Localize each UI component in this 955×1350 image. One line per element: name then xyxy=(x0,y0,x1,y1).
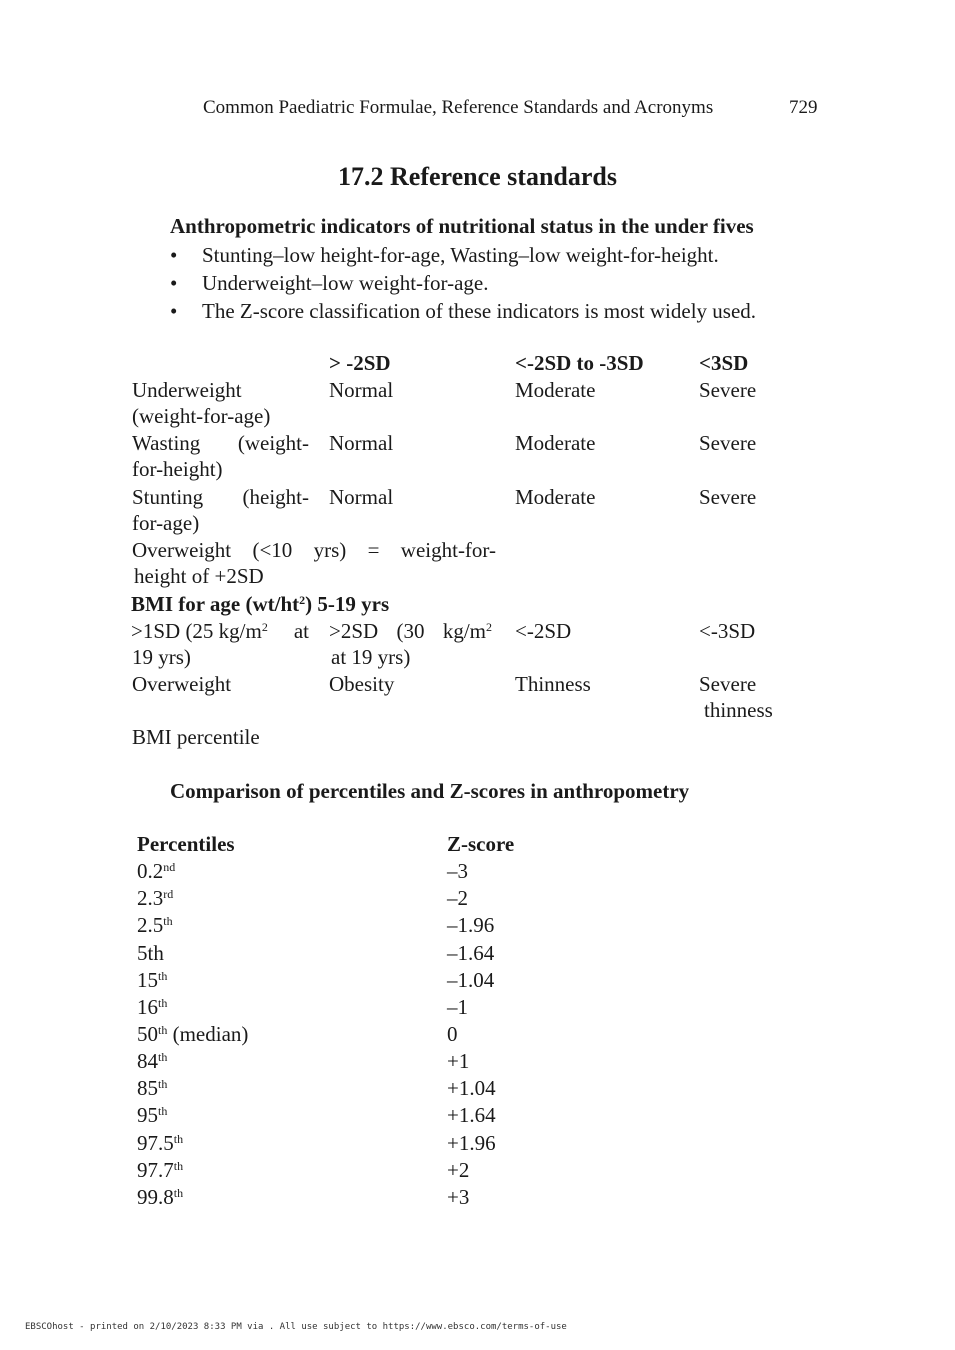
row-label-underweight-cont: (weight-for-age) xyxy=(132,404,271,428)
row-label-underweight: Underweight xyxy=(132,378,242,402)
zscore-cell: –1 xyxy=(447,995,468,1019)
percentile-cell: 99.8th xyxy=(137,1185,184,1209)
cell-underweight-severe: Severe xyxy=(699,378,757,402)
cell-underweight-normal: Normal xyxy=(329,378,394,402)
indicator-bullet-list xyxy=(170,241,756,325)
cell-wasting-normal: Normal xyxy=(329,431,394,455)
zscore-cell: +2 xyxy=(447,1158,470,1182)
zscore-cell: –1.04 xyxy=(447,968,495,992)
cell-stunting-moderate: Moderate xyxy=(515,485,596,509)
zscore-cell: +1 xyxy=(447,1049,470,1073)
overweight-note-cont: height of +2SD xyxy=(134,564,264,588)
comparison-heading: Comparison of percentiles and Z-scores in anthropometry xyxy=(170,779,690,803)
bmi-class-obesity: Obesity xyxy=(329,672,395,696)
percentile-cell: 97.5th xyxy=(137,1131,184,1155)
cell-stunting-severe: Severe xyxy=(699,485,757,509)
zscore-cell: +1.96 xyxy=(447,1131,496,1155)
bmi-overweight-threshold-cont: 19 yrs) xyxy=(132,645,191,669)
zscore-cell: –3 xyxy=(447,859,468,883)
bmi-percentile-label: BMI percentile xyxy=(132,725,260,749)
row-label-stunting: Stunting (height- xyxy=(132,485,309,509)
percentile-cell: 85th xyxy=(137,1076,168,1100)
cell-underweight-moderate: Moderate xyxy=(515,378,596,402)
bmi-class-overweight: Overweight xyxy=(132,672,232,696)
bullet-item: • Underweight–low weight-for-age. xyxy=(170,271,489,295)
percentile-cell: 50th (median) xyxy=(137,1022,249,1046)
zscore-cell: +1.04 xyxy=(447,1076,496,1100)
cell-stunting-normal: Normal xyxy=(329,485,394,509)
percentile-cell: 2.5th xyxy=(137,913,173,937)
bullet-icon: • xyxy=(170,299,178,323)
col-header-moderate: <-2SD to -3SD xyxy=(515,351,644,375)
percentile-cell: 84th xyxy=(137,1049,168,1073)
percentile-cell: 5th xyxy=(137,941,164,965)
bmi-class-severe-thinness-cont: thinness xyxy=(704,698,773,722)
bmi-class-thinness: Thinness xyxy=(515,672,591,696)
row-label-wasting-cont: for-height) xyxy=(132,457,223,481)
section-title: 17.2 Reference standards xyxy=(338,162,617,191)
zscore-cell: +1.64 xyxy=(447,1103,496,1127)
percentile-cell: 16th xyxy=(137,995,168,1019)
zscore-cell: –1.96 xyxy=(447,913,495,937)
bullet-item: • The Z-score classification of these indicators is most widely used. xyxy=(170,299,757,323)
ebscohost-footer: EBSCOhost - printed on 2/10/2023 8:33 PM via . All use subject to https://www.ebsco.com/terms-of-use xyxy=(25,1322,567,1332)
percentile-cell: 95th xyxy=(137,1103,168,1127)
col-header-zscore: Z-score xyxy=(447,832,515,856)
bmi-severe-thinness-threshold: <-3SD xyxy=(699,619,756,643)
row-label-wasting: Wasting (weight- xyxy=(132,431,309,455)
percentile-cell: 97.7th xyxy=(137,1158,184,1182)
running-header: Common Paediatric Formulae, Reference Standards and Acronyms xyxy=(203,97,714,118)
bmi-heading: BMI for age $(wt/ht^2)$ 5-19 yrs xyxy=(131,592,390,616)
page-number: 729 xyxy=(789,97,818,118)
bullet-icon: • xyxy=(170,243,178,267)
col-header-severe: <3SD xyxy=(699,351,749,375)
col-header-percentiles: Percentiles xyxy=(137,832,235,856)
col-header-normal: > -2SD xyxy=(329,351,391,375)
bullet-icon: • xyxy=(170,271,178,295)
bullet-item: • Stunting–low height-for-age, Wasting–low weight-for-height. xyxy=(170,243,719,267)
bmi-overweight-threshold: >1SD (25 $kg/m^2$ at xyxy=(131,619,309,643)
cell-wasting-severe: Severe xyxy=(699,431,757,455)
percentile-cell: 0.2nd xyxy=(137,859,176,883)
row-label-stunting-cont: for-age) xyxy=(132,511,200,535)
zscore-cell: –2 xyxy=(447,886,468,910)
percentile-cell: 15th xyxy=(137,968,168,992)
bmi-thinness-threshold: <-2SD xyxy=(515,619,572,643)
zscore-cell: +3 xyxy=(447,1185,470,1209)
bmi-class-severe-thinness: Severe xyxy=(699,672,757,696)
bmi-obesity-threshold-cont: at 19 yrs) xyxy=(331,645,411,669)
overweight-note: Overweight (<10 yrs) = weight-for- xyxy=(132,538,496,562)
zscore-cell: 0 xyxy=(447,1022,458,1046)
anthropometric-heading: Anthropometric indicators of nutritional status in the under fives xyxy=(170,214,754,238)
bmi-obesity-threshold: >2SD (30 $kg/m^2$ xyxy=(329,619,492,643)
zscore-cell: –1.64 xyxy=(447,941,495,965)
percentile-cell: 2.3rd xyxy=(137,886,174,910)
cell-wasting-moderate: Moderate xyxy=(515,431,596,455)
